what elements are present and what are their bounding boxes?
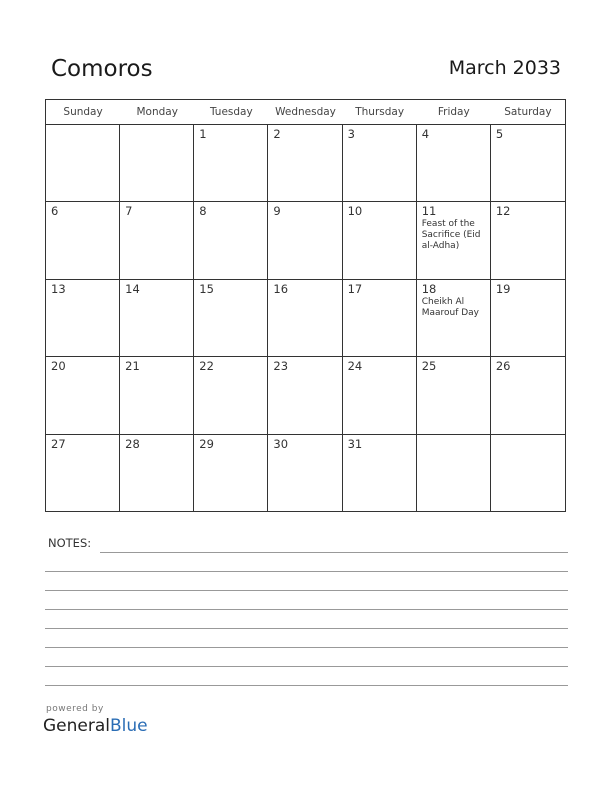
day-cell [491,280,565,357]
day-cell [120,202,194,279]
day-cell [491,435,565,512]
day-cell [194,280,268,357]
day-number: 10 [347,204,363,219]
day-cell [268,125,342,202]
day-cell [268,280,342,357]
day-number: 27 [51,436,66,451]
day-number: 31 [347,436,363,451]
day-number: 13 [51,281,66,296]
day-cell [491,125,565,202]
day-number: 1 [199,127,207,141]
weekday-monday: Monday [136,106,178,118]
brand-logo [43,716,148,736]
powered-by-text: powered by [46,704,104,714]
notes-line [45,571,568,572]
notes-line [45,685,568,686]
day-cell [120,435,194,512]
day-number: 11 [421,204,437,219]
notes-label: NOTES: [48,536,92,550]
day-number: 23 [273,359,289,374]
weekday-sunday: Sunday [63,106,103,118]
day-number: 19 [495,281,511,296]
weekday-saturday: Saturday [504,106,552,118]
weekday-tuesday: Tuesday [209,106,253,118]
day-number: 28 [125,436,140,451]
day-cell [417,280,491,357]
day-cell [46,435,120,512]
brand-blue: Blue [110,716,148,736]
day-number: 3 [347,127,355,141]
calendar-grid [45,99,566,512]
day-number: 30 [273,436,289,451]
day-cell [343,125,417,202]
day-cell [120,357,194,434]
day-cell [268,435,342,512]
day-cell [46,357,120,434]
day-number: 8 [199,204,207,219]
day-number: 14 [125,281,140,296]
day-cell [343,357,417,434]
brand-general: General [43,716,110,736]
day-number: 6 [51,204,59,219]
day-number: 29 [199,436,214,451]
notes-line [45,628,568,629]
weekday-wednesday: Wednesday [275,106,336,118]
month-title: March 2033 [448,57,561,79]
holiday-label: Cheikh Al Maarouf Day [421,296,480,318]
weekday-thursday: Thursday [355,106,405,118]
day-cell [417,125,491,202]
day-number: 18 [421,281,437,296]
day-cell [194,202,268,279]
day-number: 22 [199,359,214,374]
day-cell [194,435,268,512]
day-number: 15 [199,281,214,296]
day-cell [417,357,491,434]
day-cell [343,280,417,357]
notes-line [45,666,568,667]
day-number: 21 [125,359,140,374]
day-number: 25 [421,359,437,374]
day-number: 12 [495,204,511,219]
day-cell [120,280,194,357]
day-cell [343,202,417,279]
day-number: 2 [273,127,281,141]
day-number: 24 [347,359,363,374]
day-cell [194,125,268,202]
day-cell [417,435,491,512]
day-cell [268,357,342,434]
day-number: 26 [495,359,511,374]
day-number: 20 [51,359,66,374]
day-cell [46,125,120,202]
day-number: 7 [125,204,133,219]
day-number: 17 [347,281,363,296]
day-cell [194,357,268,434]
day-cell [46,202,120,279]
day-number: 9 [273,204,281,219]
notes-line [100,552,568,553]
notes-line [45,647,568,648]
country-title: Comoros [51,56,153,82]
day-cell [268,202,342,279]
holiday-label: Feast of the Sacrifice (Eid al-Adha) [421,219,481,252]
day-cell [120,125,194,202]
weekday-friday: Friday [437,106,470,118]
day-cell [417,202,491,279]
day-number: 5 [495,127,504,141]
day-cell [343,435,417,512]
day-cell [491,202,565,279]
day-cell [46,280,120,357]
day-number: 16 [273,281,289,296]
day-cell [491,357,565,434]
weekday-header [46,100,565,125]
notes-line [45,609,568,610]
day-cells [46,125,565,512]
notes-line [45,590,568,591]
day-number: 4 [421,127,430,141]
